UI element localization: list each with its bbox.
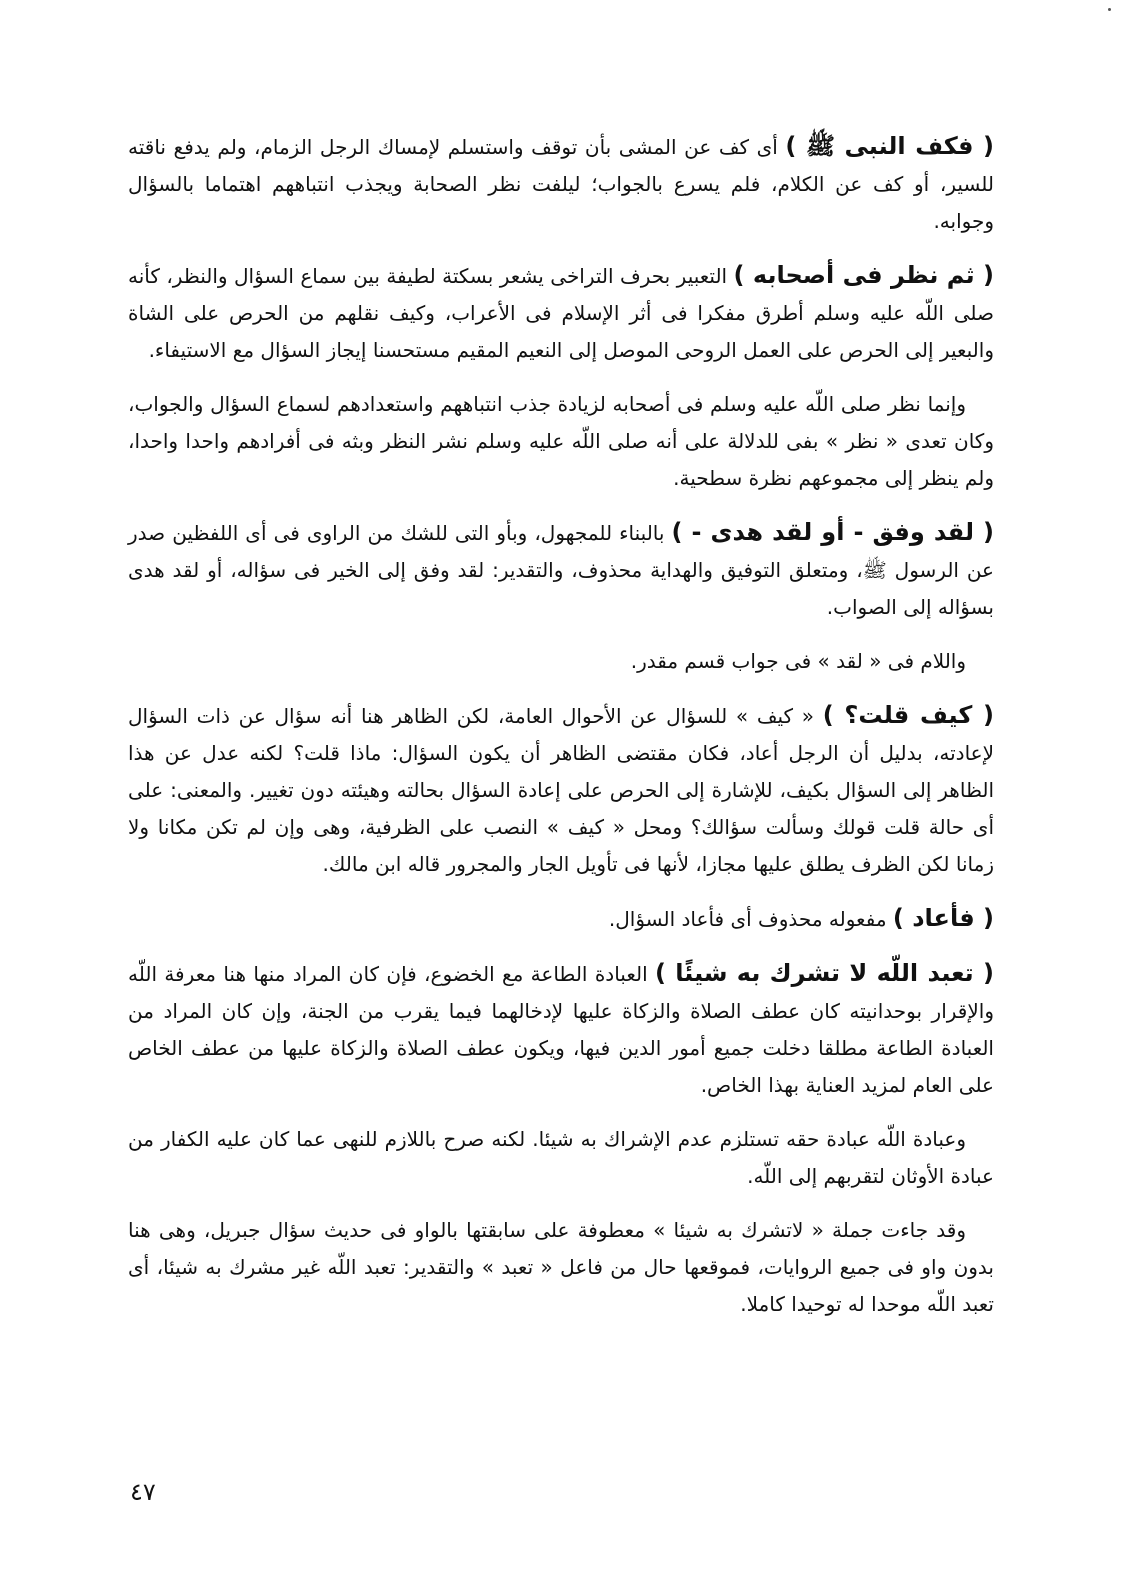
scan-speck [1108, 8, 1111, 11]
paragraph-2 [128, 257, 994, 369]
paragraph-9 [128, 1121, 994, 1195]
paragraph-3 [128, 386, 994, 497]
paragraph-6 [128, 697, 994, 883]
paragraph-4 [128, 514, 994, 626]
paragraph-5-text: واللام فى « لقد » فى جواب قسم مقدر. [630, 649, 966, 673]
paragraph-8-heading: ( تعبد اللّه لا تشرك به شيئًا ) [654, 959, 994, 987]
paragraph-2-heading: ( ثم نظر فى أصحابه ) [733, 261, 994, 289]
paragraph-4-text: بالبناء للمجهول، وبأو التى للشك من الراوى فى أى اللفظين صدر عن الرسول ﷺ، ومتعلق التوفيق والهداية محذوف، والتقدير: لقد وفق إلى الخير فى سؤاله، أو لقد هدى بسؤاله إلى الصواب. [128, 521, 994, 619]
paragraph-2-text: التعبير بحرف التراخى يشعر بسكتة لطيفة بين سماع السؤال والنظر، كأنه صلى اللّه عليه وسلم أطرق مفكرا فى أثر الإسلام فى الأعراب، وكيف نقلهم من الحرص على الشاة والبعير إلى الحرص على العمل الروحى الموصل إلى النعيم المقيم مستحسنا إيجاز السؤال مع الاستيفاء. [128, 264, 994, 362]
paragraph-10 [128, 1212, 994, 1323]
page-number: ٤٧ [130, 1478, 156, 1506]
paragraph-3-text: وإنما نظر صلى اللّه عليه وسلم فى أصحابه لزيادة جذب انتباههم واستعدادهم لسماع السؤال والجواب، وكان تعدى « نظر » بفى للدلالة على أنه صلى اللّه عليه وسلم نشر النظر وبثه فى أفرادهم واحدا واحدا، ولم ينظر إلى مجموعهم نظرة سطحية. [128, 392, 994, 490]
paragraph-4-heading: ( لقد وفق - أو لقد هدى - ) [671, 518, 994, 546]
paragraph-8 [128, 955, 994, 1104]
paragraph-7 [128, 900, 994, 938]
paragraph-10-text: وقد جاءت جملة « لاتشرك به شيئا » معطوفة على سابقتها بالواو فى حديث سؤال جبريل، وهى هنا بدون واو فى جميع الروايات، فموقعها حال من فاعل « تعبد » والتقدير: تعبد اللّه غير مشرك به شيئا، أى تعبد اللّه موحدا له توحيدا كاملا. [128, 1218, 994, 1316]
paragraph-8-text: العبادة الطاعة مع الخضوع، فإن كان المراد منها هنا معرفة اللّه والإقرار بوحدانيته كان عطف الصلاة والزكاة عليها لإدخالهما فيما يقرب من الجنة، وإن كان المراد من العبادة الطاعة مطلقا دخلت جميع أمور الدين فيها، ويكون عطف الصلاة والزكاة عليها من عطف الخاص على العام لمزيد العناية بهذا الخاص. [128, 962, 994, 1097]
paragraph-7-heading: ( فأعاد ) [892, 904, 994, 932]
paragraph-9-text: وعبادة اللّه عبادة حقه تستلزم عدم الإشراك به شيئا. لكنه صرح باللازم للنهى عما كان عليه الكفار من عبادة الأوثان لتقربهم إلى اللّه. [128, 1127, 994, 1188]
paragraph-6-text: « كيف » للسؤال عن الأحوال العامة، لكن الظاهر هنا أنه سؤال عن ذات السؤال لإعادته، بدليل أن الرجل أعاد، فكان مقتضى الظاهر أن يكون السؤال: ماذا قلت؟ لكنه عدل عن هذا الظاهر إلى السؤال بكيف، للإشارة إلى الحرص على إعادة السؤال بحالته وهيئته دون تغيير. والمعنى: على أى حالة قلت قولك وسألت سؤالك؟ ومحل « كيف » النصب على الظرفية، وهى وإن لم تكن مكانا ولا زمانا لكن الظرف يطلق عليها مجازا، لأنها فى تأويل الجار والمجرور قاله ابن مالك. [128, 704, 994, 876]
page-body [128, 128, 994, 1340]
paragraph-5 [128, 643, 994, 680]
paragraph-1 [128, 128, 994, 240]
paragraph-7-text: مفعوله محذوف أى فأعاد السؤال. [608, 907, 893, 931]
paragraph-1-heading: ( فكف النبى ﷺ ) [785, 132, 994, 160]
paragraph-6-heading: ( كيف قلت؟ ) [822, 701, 994, 729]
paragraph-1-text: أى كف عن المشى بأن توقف واستسلم لإمساك الرجل الزمام، ولم يدفع ناقته للسير، أو كف عن الكلام، فلم يسرع بالجواب؛ ليلفت نظر الصحابة ويجذب انتباههم اهتماما بالسؤال وجوابه. [128, 135, 994, 233]
